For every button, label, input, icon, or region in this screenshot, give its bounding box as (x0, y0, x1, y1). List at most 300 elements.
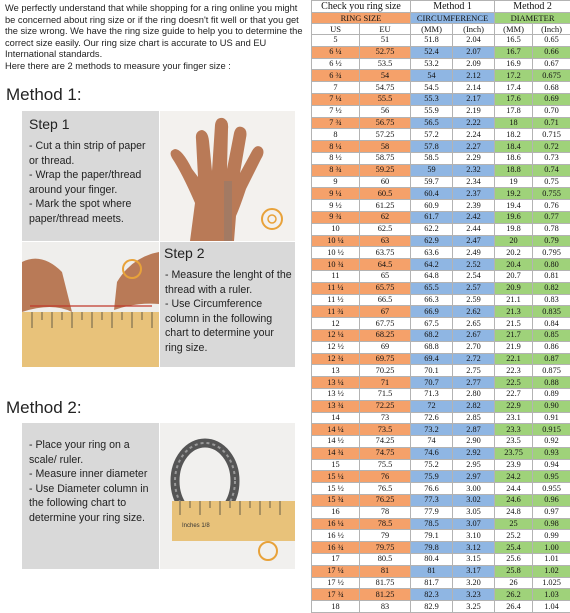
cell-eu: 64.5 (360, 259, 411, 271)
cell-diam-inch: 1.04 (533, 601, 570, 613)
cell-diam-mm: 18 (495, 117, 533, 129)
cell-diam-mm: 26.2 (495, 589, 533, 601)
cell-circ-inch: 2.49 (453, 247, 495, 259)
cell-circ-inch: 3.17 (453, 565, 495, 577)
cell-circ-mm: 65.5 (411, 282, 453, 294)
cell-diam-inch: 0.675 (533, 70, 570, 82)
table-row (312, 164, 570, 176)
cell-circ-inch: 2.82 (453, 400, 495, 412)
cell-us: 6 ½ (312, 58, 360, 70)
cell-circ-mm: 77.3 (411, 495, 453, 507)
cell-eu: 58 (360, 141, 411, 153)
cell-eu: 78 (360, 506, 411, 518)
cell-diam-mm: 17.4 (495, 82, 533, 94)
intro-text (5, 3, 305, 73)
step1-list (29, 139, 156, 227)
cell-diam-inch: 0.82 (533, 282, 570, 294)
table-row (312, 117, 570, 129)
cell-us: 9 (312, 176, 360, 188)
table-row (312, 495, 570, 507)
cell-eu: 67 (360, 306, 411, 318)
cell-circ-mm: 59.7 (411, 176, 453, 188)
cell-circ-mm: 75.2 (411, 459, 453, 471)
table-row (312, 412, 570, 424)
cell-circ-inch: 2.92 (453, 447, 495, 459)
cell-eu: 73.5 (360, 424, 411, 436)
cell-us: 18 (312, 601, 360, 613)
cell-eu: 63.75 (360, 247, 411, 259)
header-diameter: DIAMETER (495, 13, 570, 24)
cell-diam-mm: 20 (495, 235, 533, 247)
cell-circ-inch: 2.37 (453, 188, 495, 200)
cell-circ-mm: 60.4 (411, 188, 453, 200)
cell-diam-mm: 16.5 (495, 35, 533, 47)
cell-circ-mm: 67.5 (411, 318, 453, 330)
header-method1: Method 1 (411, 1, 495, 13)
cell-eu: 60.5 (360, 188, 411, 200)
cell-circ-inch: 2.34 (453, 176, 495, 188)
cell-circ-inch: 2.22 (453, 117, 495, 129)
cell-circ-mm: 78.5 (411, 518, 453, 530)
intro-paragraph: We perfectly understand that while shopping for a ring online you might be concerned about ring size or if the ring doesn't fit well or that you get the size wrong. We have the ring size guide to help you to determine the correct size easily. Our ring size chart is accurate to US and EU International standards. (5, 3, 303, 59)
table-row (312, 282, 570, 294)
cell-us: 11 (312, 270, 360, 282)
cell-circ-mm: 82.9 (411, 601, 453, 613)
cell-circ-mm: 53.2 (411, 58, 453, 70)
cell-diam-mm: 17.6 (495, 93, 533, 105)
cell-us: 12 ¾ (312, 353, 360, 365)
cell-eu: 53.5 (360, 58, 411, 70)
method2-item: - Place your ring on a scale/ ruler. (29, 438, 157, 467)
cell-diam-inch: 0.835 (533, 306, 570, 318)
cell-circ-inch: 3.05 (453, 506, 495, 518)
cell-us: 15 ¼ (312, 471, 360, 483)
size-chart-panel (311, 0, 570, 570)
cell-diam-inch: 0.70 (533, 105, 570, 117)
cell-circ-mm: 59 (411, 164, 453, 176)
cell-us: 10 ¼ (312, 235, 360, 247)
cell-circ-inch: 2.32 (453, 164, 495, 176)
ring-ruler-label: Inches 1/8 (182, 523, 210, 529)
cell-circ-inch: 3.02 (453, 495, 495, 507)
table-row (312, 176, 570, 188)
cell-eu: 52.75 (360, 46, 411, 58)
cell-diam-mm: 19.4 (495, 200, 533, 212)
cell-diam-inch: 0.88 (533, 377, 570, 389)
table-row (312, 365, 570, 377)
cell-circ-inch: 2.17 (453, 93, 495, 105)
cell-circ-mm: 64.8 (411, 270, 453, 282)
cell-circ-mm: 57.8 (411, 141, 453, 153)
cell-circ-mm: 55.9 (411, 105, 453, 117)
cell-us: 13 ½ (312, 388, 360, 400)
cell-diam-mm: 19 (495, 176, 533, 188)
header-circumference: CIRCUMFERENCE (411, 13, 495, 24)
cell-circ-inch: 2.52 (453, 259, 495, 271)
cell-diam-mm: 23.75 (495, 447, 533, 459)
cell-us: 7 ½ (312, 105, 360, 117)
table-row (312, 506, 570, 518)
cell-diam-inch: 0.95 (533, 471, 570, 483)
cell-diam-inch: 0.74 (533, 164, 570, 176)
cell-circ-mm: 77.9 (411, 506, 453, 518)
cell-diam-mm: 20.4 (495, 259, 533, 271)
cell-circ-inch: 2.97 (453, 471, 495, 483)
cell-circ-mm: 68.8 (411, 341, 453, 353)
table-row (312, 93, 570, 105)
cell-diam-inch: 0.93 (533, 447, 570, 459)
table-row (312, 270, 570, 282)
cell-circ-inch: 2.54 (453, 270, 495, 282)
cell-circ-mm: 79.8 (411, 542, 453, 554)
cell-diam-inch: 0.67 (533, 58, 570, 70)
cell-diam-inch: 0.87 (533, 353, 570, 365)
cell-diam-inch: 1.00 (533, 542, 570, 554)
cell-us: 8 ¾ (312, 164, 360, 176)
cell-diam-inch: 0.76 (533, 200, 570, 212)
col-us: US (312, 24, 360, 35)
table-row (312, 105, 570, 117)
cell-us: 17 (312, 554, 360, 566)
cell-us: 14 ½ (312, 436, 360, 448)
cell-eu: 65 (360, 270, 411, 282)
table-row (312, 46, 570, 58)
cell-diam-inch: 0.89 (533, 388, 570, 400)
header-ring-size: RING SIZE (312, 13, 411, 24)
ruler-thread-illustration (22, 242, 159, 367)
cell-diam-inch: 0.97 (533, 506, 570, 518)
cell-circ-inch: 2.07 (453, 46, 495, 58)
cell-us: 9 ½ (312, 200, 360, 212)
cell-diam-mm: 19.6 (495, 211, 533, 223)
table-row (312, 294, 570, 306)
cell-diam-inch: 0.99 (533, 530, 570, 542)
table-row (312, 530, 570, 542)
cell-diam-mm: 23.5 (495, 436, 533, 448)
cell-us: 17 ¼ (312, 565, 360, 577)
table-row (312, 247, 570, 259)
method2-title: Method 2: (6, 398, 82, 418)
cell-diam-mm: 24.4 (495, 483, 533, 495)
cell-circ-mm: 56.5 (411, 117, 453, 129)
table-row (312, 447, 570, 459)
cell-eu: 76.5 (360, 483, 411, 495)
cell-eu: 83 (360, 601, 411, 613)
cell-diam-inch: 0.85 (533, 329, 570, 341)
cell-diam-mm: 16.9 (495, 58, 533, 70)
cell-circ-mm: 76.6 (411, 483, 453, 495)
cell-diam-mm: 20.2 (495, 247, 533, 259)
cell-eu: 78.5 (360, 518, 411, 530)
cell-us: 12 ¼ (312, 329, 360, 341)
cell-eu: 51 (360, 35, 411, 47)
cell-eu: 54 (360, 70, 411, 82)
cell-circ-mm: 54 (411, 70, 453, 82)
cell-diam-mm: 22.1 (495, 353, 533, 365)
cell-us: 9 ¼ (312, 188, 360, 200)
col-diam-inch: (Inch) (533, 24, 570, 35)
cell-circ-inch: 2.42 (453, 211, 495, 223)
cell-circ-inch: 2.75 (453, 365, 495, 377)
cell-circ-mm: 63.6 (411, 247, 453, 259)
cell-diam-mm: 20.9 (495, 282, 533, 294)
cell-circ-inch: 2.04 (453, 35, 495, 47)
cell-diam-inch: 0.875 (533, 365, 570, 377)
cell-circ-mm: 82.3 (411, 589, 453, 601)
cell-diam-inch: 1.03 (533, 589, 570, 601)
cell-eu: 67.75 (360, 318, 411, 330)
cell-circ-inch: 2.95 (453, 459, 495, 471)
table-row (312, 518, 570, 530)
cell-circ-mm: 72.6 (411, 412, 453, 424)
cell-us: 7 ¾ (312, 117, 360, 129)
cell-us: 17 ½ (312, 577, 360, 589)
cell-eu: 75.5 (360, 459, 411, 471)
cell-circ-mm: 54.5 (411, 82, 453, 94)
cell-diam-mm: 17.8 (495, 105, 533, 117)
table-row (312, 388, 570, 400)
cell-circ-mm: 64.2 (411, 259, 453, 271)
cell-circ-mm: 70.7 (411, 377, 453, 389)
table-row (312, 70, 570, 82)
cell-eu: 56 (360, 105, 411, 117)
cell-circ-inch: 2.47 (453, 235, 495, 247)
cell-us: 12 (312, 318, 360, 330)
step2-item: - Measure the lenght of the thread with a ruler. (165, 268, 293, 297)
table-row (312, 318, 570, 330)
cell-circ-inch: 2.62 (453, 306, 495, 318)
cell-diam-inch: 0.65 (533, 35, 570, 47)
cell-diam-mm: 21.5 (495, 318, 533, 330)
cell-circ-mm: 66.3 (411, 294, 453, 306)
cell-circ-mm: 73.2 (411, 424, 453, 436)
cell-diam-mm: 21.1 (495, 294, 533, 306)
cell-diam-mm: 26.4 (495, 601, 533, 613)
cell-us: 11 ¾ (312, 306, 360, 318)
step1-item: - Wrap the paper/thread around your finger. (29, 168, 156, 197)
cell-diam-inch: 0.94 (533, 459, 570, 471)
cell-circ-mm: 72 (411, 400, 453, 412)
cell-diam-inch: 1.025 (533, 577, 570, 589)
cell-circ-mm: 70.1 (411, 365, 453, 377)
cell-diam-inch: 0.96 (533, 495, 570, 507)
step1-item: - Cut a thin strip of paper or thread. (29, 139, 156, 168)
cell-circ-inch: 3.20 (453, 577, 495, 589)
cell-circ-inch: 2.14 (453, 82, 495, 94)
cell-circ-mm: 62.2 (411, 223, 453, 235)
cell-eu: 74.25 (360, 436, 411, 448)
table-row (312, 223, 570, 235)
cell-diam-mm: 19.8 (495, 223, 533, 235)
cell-circ-mm: 51.8 (411, 35, 453, 47)
cell-circ-mm: 55.3 (411, 93, 453, 105)
cell-eu: 57.25 (360, 129, 411, 141)
cell-diam-inch: 0.90 (533, 400, 570, 412)
cell-diam-mm: 19.2 (495, 188, 533, 200)
cell-eu: 54.75 (360, 82, 411, 94)
cell-eu: 65.75 (360, 282, 411, 294)
cell-diam-inch: 0.91 (533, 412, 570, 424)
cell-circ-mm: 61.7 (411, 211, 453, 223)
cell-diam-inch: 0.66 (533, 46, 570, 58)
cell-diam-mm: 24.8 (495, 506, 533, 518)
cell-circ-mm: 79.1 (411, 530, 453, 542)
table-row (312, 459, 570, 471)
table-row (312, 58, 570, 70)
cell-us: 7 (312, 82, 360, 94)
cell-diam-mm: 18.6 (495, 152, 533, 164)
table-row (312, 400, 570, 412)
cell-eu: 69.75 (360, 353, 411, 365)
cell-eu: 61.25 (360, 200, 411, 212)
ring-size-rows (312, 35, 570, 613)
table-row (312, 341, 570, 353)
header-method2: Method 2 (495, 1, 570, 13)
cell-circ-inch: 2.85 (453, 412, 495, 424)
cell-diam-inch: 0.795 (533, 247, 570, 259)
cell-us: 15 ½ (312, 483, 360, 495)
col-eu: EU (360, 24, 411, 35)
cell-eu: 62.5 (360, 223, 411, 235)
cell-us: 8 (312, 129, 360, 141)
table-row (312, 35, 570, 47)
cell-diam-inch: 0.72 (533, 141, 570, 153)
cell-diam-mm: 25 (495, 518, 533, 530)
cell-us: 16 (312, 506, 360, 518)
cell-diam-inch: 0.955 (533, 483, 570, 495)
cell-circ-inch: 2.65 (453, 318, 495, 330)
cell-circ-inch: 2.59 (453, 294, 495, 306)
method1-title: Method 1: (6, 85, 82, 105)
cell-eu: 56.75 (360, 117, 411, 129)
thread-photo (22, 242, 159, 367)
cell-circ-inch: 2.24 (453, 129, 495, 141)
table-row (312, 589, 570, 601)
table-row (312, 141, 570, 153)
table-row (312, 259, 570, 271)
cell-us: 14 (312, 412, 360, 424)
cell-us: 16 ½ (312, 530, 360, 542)
step1-title: Step 1 (29, 116, 69, 132)
cell-eu: 76.25 (360, 495, 411, 507)
cell-eu: 60 (360, 176, 411, 188)
cell-eu: 80.5 (360, 554, 411, 566)
intro-methods-line: Here there are 2 methods to measure your finger size : (5, 61, 231, 71)
cell-eu: 66.5 (360, 294, 411, 306)
table-row (312, 471, 570, 483)
step1-item: - Mark the spot where paper/thread meets. (29, 197, 156, 226)
table-row (312, 82, 570, 94)
cell-us: 15 (312, 459, 360, 471)
cell-eu: 62 (360, 211, 411, 223)
cell-us: 10 (312, 223, 360, 235)
table-row (312, 377, 570, 389)
cell-eu: 73 (360, 412, 411, 424)
cell-us: 11 ½ (312, 294, 360, 306)
cell-diam-mm: 24.6 (495, 495, 533, 507)
cell-eu: 72.25 (360, 400, 411, 412)
cell-circ-inch: 2.57 (453, 282, 495, 294)
cell-circ-inch: 3.10 (453, 530, 495, 542)
cell-circ-mm: 71.3 (411, 388, 453, 400)
col-circ-inch: (Inch) (453, 24, 495, 35)
cell-us: 7 ¼ (312, 93, 360, 105)
table-row (312, 152, 570, 164)
cell-circ-mm: 68.2 (411, 329, 453, 341)
cell-eu: 69 (360, 341, 411, 353)
cell-diam-inch: 0.81 (533, 270, 570, 282)
cell-circ-inch: 2.29 (453, 152, 495, 164)
step2-box (160, 242, 295, 367)
cell-eu: 59.25 (360, 164, 411, 176)
cell-eu: 71.5 (360, 388, 411, 400)
table-row (312, 601, 570, 613)
cell-diam-inch: 1.01 (533, 554, 570, 566)
ring-photo (160, 423, 295, 569)
method2-list (29, 438, 157, 526)
cell-diam-inch: 1.02 (533, 565, 570, 577)
cell-circ-mm: 57.2 (411, 129, 453, 141)
cell-circ-mm: 80.4 (411, 554, 453, 566)
cell-diam-mm: 18.8 (495, 164, 533, 176)
cell-diam-inch: 0.75 (533, 176, 570, 188)
cell-circ-inch: 3.00 (453, 483, 495, 495)
cell-circ-inch: 3.23 (453, 589, 495, 601)
cell-circ-mm: 74 (411, 436, 453, 448)
cell-diam-mm: 23.3 (495, 424, 533, 436)
cell-diam-mm: 23.1 (495, 412, 533, 424)
cell-diam-mm: 20.7 (495, 270, 533, 282)
cell-diam-inch: 0.915 (533, 424, 570, 436)
cell-circ-mm: 74.6 (411, 447, 453, 459)
cell-us: 8 ½ (312, 152, 360, 164)
table-row (312, 554, 570, 566)
cell-diam-inch: 0.80 (533, 259, 570, 271)
cell-circ-inch: 2.44 (453, 223, 495, 235)
cell-us: 17 ¾ (312, 589, 360, 601)
table-row (312, 424, 570, 436)
cell-diam-mm: 22.7 (495, 388, 533, 400)
cell-circ-inch: 3.25 (453, 601, 495, 613)
table-row (312, 329, 570, 341)
cell-diam-mm: 25.2 (495, 530, 533, 542)
cell-us: 6 ¾ (312, 70, 360, 82)
method2-item: - Measure inner diameter (29, 467, 157, 482)
step2-list (165, 268, 293, 356)
cell-circ-inch: 3.12 (453, 542, 495, 554)
cell-diam-inch: 0.86 (533, 341, 570, 353)
table-row (312, 542, 570, 554)
cell-circ-mm: 60.9 (411, 200, 453, 212)
table-row (312, 235, 570, 247)
cell-diam-mm: 25.6 (495, 554, 533, 566)
cell-circ-inch: 2.80 (453, 388, 495, 400)
cell-circ-inch: 3.07 (453, 518, 495, 530)
cell-us: 10 ¾ (312, 259, 360, 271)
cell-diam-mm: 17.2 (495, 70, 533, 82)
cell-diam-mm: 16.7 (495, 46, 533, 58)
cell-diam-mm: 21.7 (495, 329, 533, 341)
cell-diam-inch: 0.68 (533, 82, 570, 94)
table-row (312, 565, 570, 577)
cell-us: 11 ¼ (312, 282, 360, 294)
cell-eu: 79 (360, 530, 411, 542)
cell-diam-mm: 18.2 (495, 129, 533, 141)
cell-us: 14 ¼ (312, 424, 360, 436)
col-circ-mm: (MM) (411, 24, 453, 35)
cell-diam-inch: 0.755 (533, 188, 570, 200)
table-row (312, 306, 570, 318)
